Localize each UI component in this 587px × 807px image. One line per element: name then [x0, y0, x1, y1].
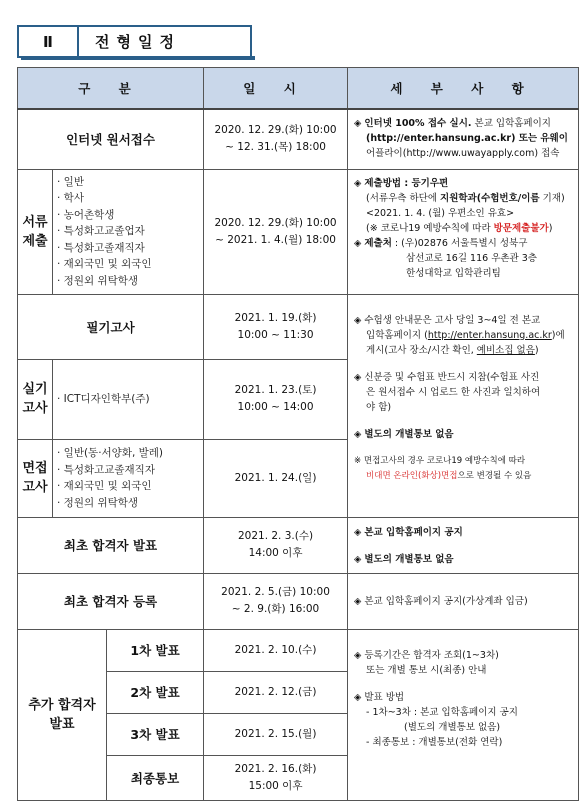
note-text: ※ 면접고사의 경우 코로나19 예방수칙에 따라 [354, 455, 526, 466]
row-additional-1 [18, 629, 579, 671]
bullet-icon: ◈ [354, 177, 362, 189]
note-text: 삼선교로 16길 116 우촌관 3층 [406, 252, 537, 264]
list-item: · 특성화고교졸재직자 [57, 463, 155, 476]
note-text: 발표 방법 [364, 691, 405, 703]
label-online: 인터넷 원서접수 [18, 109, 204, 169]
header-row [18, 68, 579, 110]
bullet-icon: ◈ [354, 428, 362, 440]
note-text: 기재) [539, 192, 565, 204]
label-text: 발표 [49, 716, 75, 732]
note-text: 한성대학교 입학관리팀 [406, 267, 501, 279]
note-text: 방문제출불가 [493, 222, 549, 234]
list-item: · 특성화고졸재직자 [57, 241, 145, 254]
label-text: 서류 [22, 214, 48, 230]
note-text: 으로 변경될 수 있음 [457, 470, 532, 481]
note-text: 별도의 개별통보 없음 [364, 428, 454, 440]
note-text: 인터넷 100% 접수 실시. [364, 118, 472, 129]
list-item: · 특성화고교졸업자 [57, 225, 145, 238]
bullet-icon: ◈ [354, 314, 362, 326]
list-item: · 학사 [57, 192, 84, 205]
row-first-pass [18, 517, 579, 573]
note-text: (http://enter.hansung.ac.kr) 또는 유웨이 [366, 133, 568, 144]
list-item: · 정원의 위탁학생 [57, 496, 139, 509]
additional-round-3: 3차 발표 [107, 713, 204, 755]
list-item: · 재외국민 및 외국인 [57, 480, 152, 492]
note-text: 야 함) [366, 401, 392, 413]
label-text: 추가 합격자 [28, 697, 96, 713]
note-text: 별도의 개별통보 없음 [364, 553, 454, 565]
note-text: 수험생 안내문은 고사 당일 3~4일 전 본교 [364, 314, 541, 326]
note-text: 비대면 온라인(화상)면접 [366, 470, 458, 481]
date-text: 2021. 2. 3.(수) [237, 530, 314, 542]
label-interview [18, 439, 53, 517]
list-item: · 농어촌학생 [57, 208, 115, 221]
notes-online [348, 109, 579, 169]
date-first-reg [204, 573, 348, 629]
date-additional-final [204, 755, 348, 800]
label-practical [18, 359, 53, 439]
date-first-pass [204, 517, 348, 573]
label-docs [18, 169, 53, 294]
date-interview: 2021. 1. 24.(일) [204, 439, 348, 517]
date-text: 14:00 이후 [248, 547, 303, 559]
note-text: : (우)02876 서울특별시 성북구 [391, 237, 528, 249]
list-item: · 재외국민 및 외국인 [57, 258, 152, 271]
bullet-icon: ◈ [354, 595, 362, 607]
date-online [204, 109, 348, 169]
header-category: 구 분 [18, 68, 204, 110]
bullet-icon: ◈ [354, 371, 362, 383]
note-text: 지원학과(수험번호/이름 [440, 192, 540, 204]
note-text: <2021. 1. 4. (월) 우편소인 유효> [366, 207, 515, 219]
bullet-icon: ◈ [354, 526, 362, 538]
date-online-start: 2020. 12. 29.(화) 10:00 [214, 124, 337, 137]
label-additional [18, 629, 107, 800]
date-text: 10:00 ~ 14:00 [237, 401, 314, 413]
label-text: 제출 [22, 233, 48, 249]
date-additional-1: 2021. 2. 10.(수) [204, 629, 348, 671]
notes-exam [348, 294, 579, 517]
date-text: 2020. 12. 29.(화) 10:00 [214, 216, 337, 229]
interview-list [53, 439, 204, 517]
note-text: 본교 입학홈페이지 공지 [364, 526, 463, 538]
label-text: 면접 [22, 461, 48, 476]
bullet-icon: ◈ [354, 691, 362, 703]
date-additional-2: 2021. 2. 12.(금) [204, 671, 348, 713]
date-docs [204, 169, 348, 294]
date-text: 15:00 이후 [248, 779, 303, 792]
bullet-icon: ◈ [354, 649, 362, 661]
practical-item: · ICT디자인학부(주) [53, 359, 204, 439]
notes-docs [348, 169, 579, 294]
note-text: 게시(고사 장소/시간 확인, [366, 344, 477, 356]
date-online-end: ~ 12. 31.(목) 18:00 [225, 141, 326, 154]
section-title: 전형일정 [95, 33, 181, 51]
date-text: 2021. 1. 19.(화) [234, 311, 317, 324]
row-docs [18, 169, 579, 294]
date-text: 10:00 ~ 11:30 [237, 328, 314, 341]
note-text: 입학홈페이지 ( [366, 329, 428, 341]
additional-round-2: 2차 발표 [107, 671, 204, 713]
list-item: · 정원외 위탁학생 [57, 274, 139, 287]
date-text: ~ 2. 9.(화) 16:00 [231, 603, 320, 615]
notes-first-pass [348, 517, 579, 573]
note-text: - 최종통보 : 개별통보(전화 연락) [366, 736, 503, 748]
date-text: 2021. 2. 5.(금) 10:00 [221, 586, 330, 598]
row-first-reg [18, 573, 579, 629]
label-first-reg: 최초 합격자 등록 [18, 573, 204, 629]
label-text: 고사 [22, 480, 48, 495]
row-written [18, 294, 579, 359]
section-number: Ⅱ [19, 27, 79, 56]
notes-first-reg [348, 573, 579, 629]
additional-final: 최종통보 [107, 755, 204, 800]
note-text: 본교 입학홈페이지 [471, 118, 551, 129]
label-written: 필기고사 [18, 294, 204, 359]
date-additional-3: 2021. 2. 15.(월) [204, 713, 348, 755]
label-text: 고사 [22, 401, 48, 416]
note-text: ) [534, 344, 539, 356]
header-details: 세 부 사 항 [348, 68, 579, 110]
bullet-icon: ◈ [354, 237, 362, 249]
label-text: 실기 [22, 382, 48, 397]
header-datetime: 일 시 [204, 68, 348, 110]
additional-round-1: 1차 발표 [107, 629, 204, 671]
date-text: 2021. 1. 23.(토) [234, 384, 317, 396]
notes-additional [348, 629, 579, 800]
note-text: (서류우측 하단에 [366, 192, 441, 204]
date-written [204, 294, 348, 359]
note-text: ) [548, 222, 553, 234]
note-text: 은 원서접수 시 업로드 한 사진과 일치하여 [366, 386, 541, 398]
list-item: · 일반 [57, 175, 84, 188]
note-text: 또는 개별 통보 시(최종) 안내 [366, 664, 487, 676]
note-text: 제출처 [364, 237, 392, 249]
note-text: 어플라이(http://www.uwayapply.com) 접속 [366, 148, 560, 159]
list-item: · 일반(동·서양화, 발레) [57, 447, 164, 459]
note-text: 등록기간은 합격자 조회(1~3차) [364, 649, 499, 661]
note-text: (※ 코로나19 예방수칙에 따라 [366, 222, 494, 234]
note-text: 예비소집 없음 [476, 344, 535, 356]
label-first-pass: 최초 합격자 발표 [18, 517, 204, 573]
schedule-table [17, 67, 579, 801]
note-text: )에 [551, 329, 565, 341]
note-text: 본교 입학홈페이지 공지(가상계좌 입금) [364, 595, 528, 607]
note-text: http://enter.hansung.ac.kr [427, 329, 552, 341]
docs-list [53, 169, 204, 294]
section-title-box [17, 25, 252, 58]
note-text: 신분증 및 수험표 반드시 지참(수험표 사진 [364, 371, 540, 383]
row-online [18, 109, 579, 169]
title-shadow [21, 56, 255, 60]
date-text: ~ 2021. 1. 4.(월) 18:00 [215, 233, 336, 246]
note-text: - 1차~3차 : 본교 입학홈페이지 공지 [366, 706, 518, 718]
bullet-icon: ◈ [354, 553, 362, 565]
note-text: (별도의 개별통보 없음) [404, 721, 501, 733]
date-text: 2021. 2. 16.(화) [234, 762, 317, 775]
bullet-icon: ◈ [354, 118, 362, 129]
date-practical [204, 359, 348, 439]
note-text: 제출방법 : 등기우편 [364, 177, 449, 189]
